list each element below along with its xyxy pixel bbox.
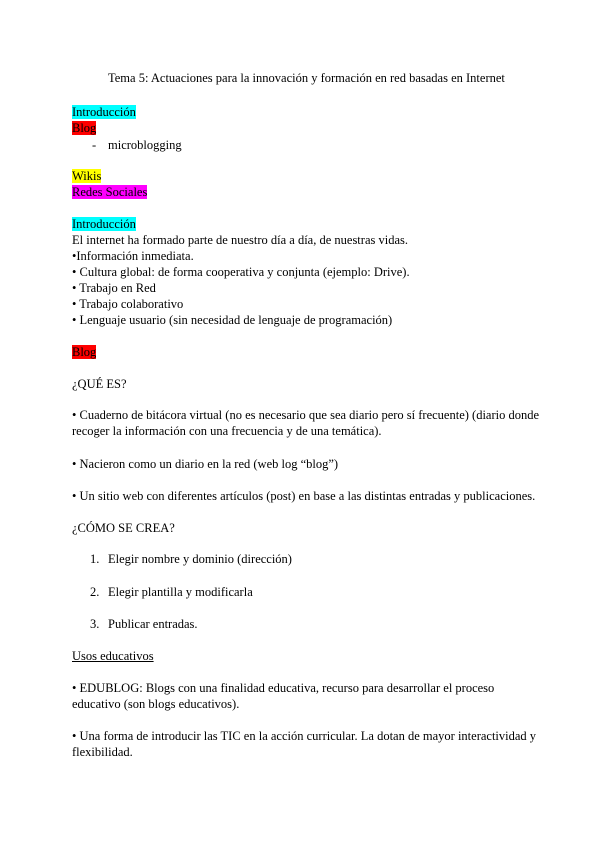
step-text: Elegir plantilla y modificarla <box>108 585 253 599</box>
toc-introduccion-label: Introducción <box>72 105 136 119</box>
usos-paragraph-1a: • EDUBLOG: Blogs con una finalidad educativa, recurso para desarrollar el proceso <box>72 681 495 695</box>
intro-heading <box>72 216 136 232</box>
toc-introduccion <box>72 104 136 120</box>
usos-paragraph-1b: educativo (son blogs educativos). <box>72 697 240 711</box>
toc-blog <box>72 120 96 136</box>
step-text: Publicar entradas. <box>108 617 198 631</box>
blog-heading-label: Blog <box>72 345 97 359</box>
intro-line: • Trabajo colaborativo <box>72 297 184 311</box>
toc-dash: - <box>92 138 97 152</box>
intro-line: • Trabajo en Red <box>72 281 156 295</box>
usos-educativos-heading: Usos educativos <box>72 649 154 663</box>
que-es-heading: ¿QUÉ ES? <box>72 377 127 391</box>
toc-redes-label: Redes Sociales <box>72 185 148 199</box>
toc-redes-sociales <box>72 184 147 200</box>
intro-line: • Cultura global: de forma cooperativa y conjunta (ejemplo: Drive). <box>72 265 410 279</box>
blog-paragraph-1b: recoger la información con una frecuencia y de una temática). <box>72 424 382 438</box>
toc-microblogging: microblogging <box>108 138 182 152</box>
blog-paragraph-1a: • Cuaderno de bitácora virtual (no es necesario que sea diario pero sí frecuente) (diario donde <box>72 408 540 422</box>
como-se-crea-heading: ¿CÓMO SE CREA? <box>72 521 175 535</box>
intro-line: El internet ha formado parte de nuestro día a día, de nuestras vidas. <box>72 233 408 247</box>
intro-line: •Información inmediata. <box>72 249 194 263</box>
usos-paragraph-2b: flexibilidad. <box>72 745 133 759</box>
intro-heading-label: Introducción <box>72 217 136 231</box>
blog-paragraph-3: • Un sitio web con diferentes artículos (post) en base a las distintas entradas y publicaciones. <box>72 489 536 503</box>
step-number: 3. <box>90 617 100 631</box>
blog-heading <box>72 344 96 360</box>
step-number: 2. <box>90 585 100 599</box>
toc-wikis <box>72 168 101 184</box>
toc-blog-label: Blog <box>72 121 97 135</box>
step-text: Elegir nombre y dominio (dirección) <box>108 552 292 566</box>
blog-paragraph-2: • Nacieron como un diario en la red (web log “blog”) <box>72 457 339 471</box>
intro-line: • Lenguaje usuario (sin necesidad de lenguaje de programación) <box>72 313 393 327</box>
document-title: Tema 5: Actuaciones para la innovación y formación en red basadas en Internet <box>108 71 505 85</box>
step-number: 1. <box>90 552 100 566</box>
usos-paragraph-2a: • Una forma de introducir las TIC en la acción curricular. La dotan de mayor interactividad y <box>72 729 537 743</box>
toc-wikis-label: Wikis <box>72 169 102 183</box>
